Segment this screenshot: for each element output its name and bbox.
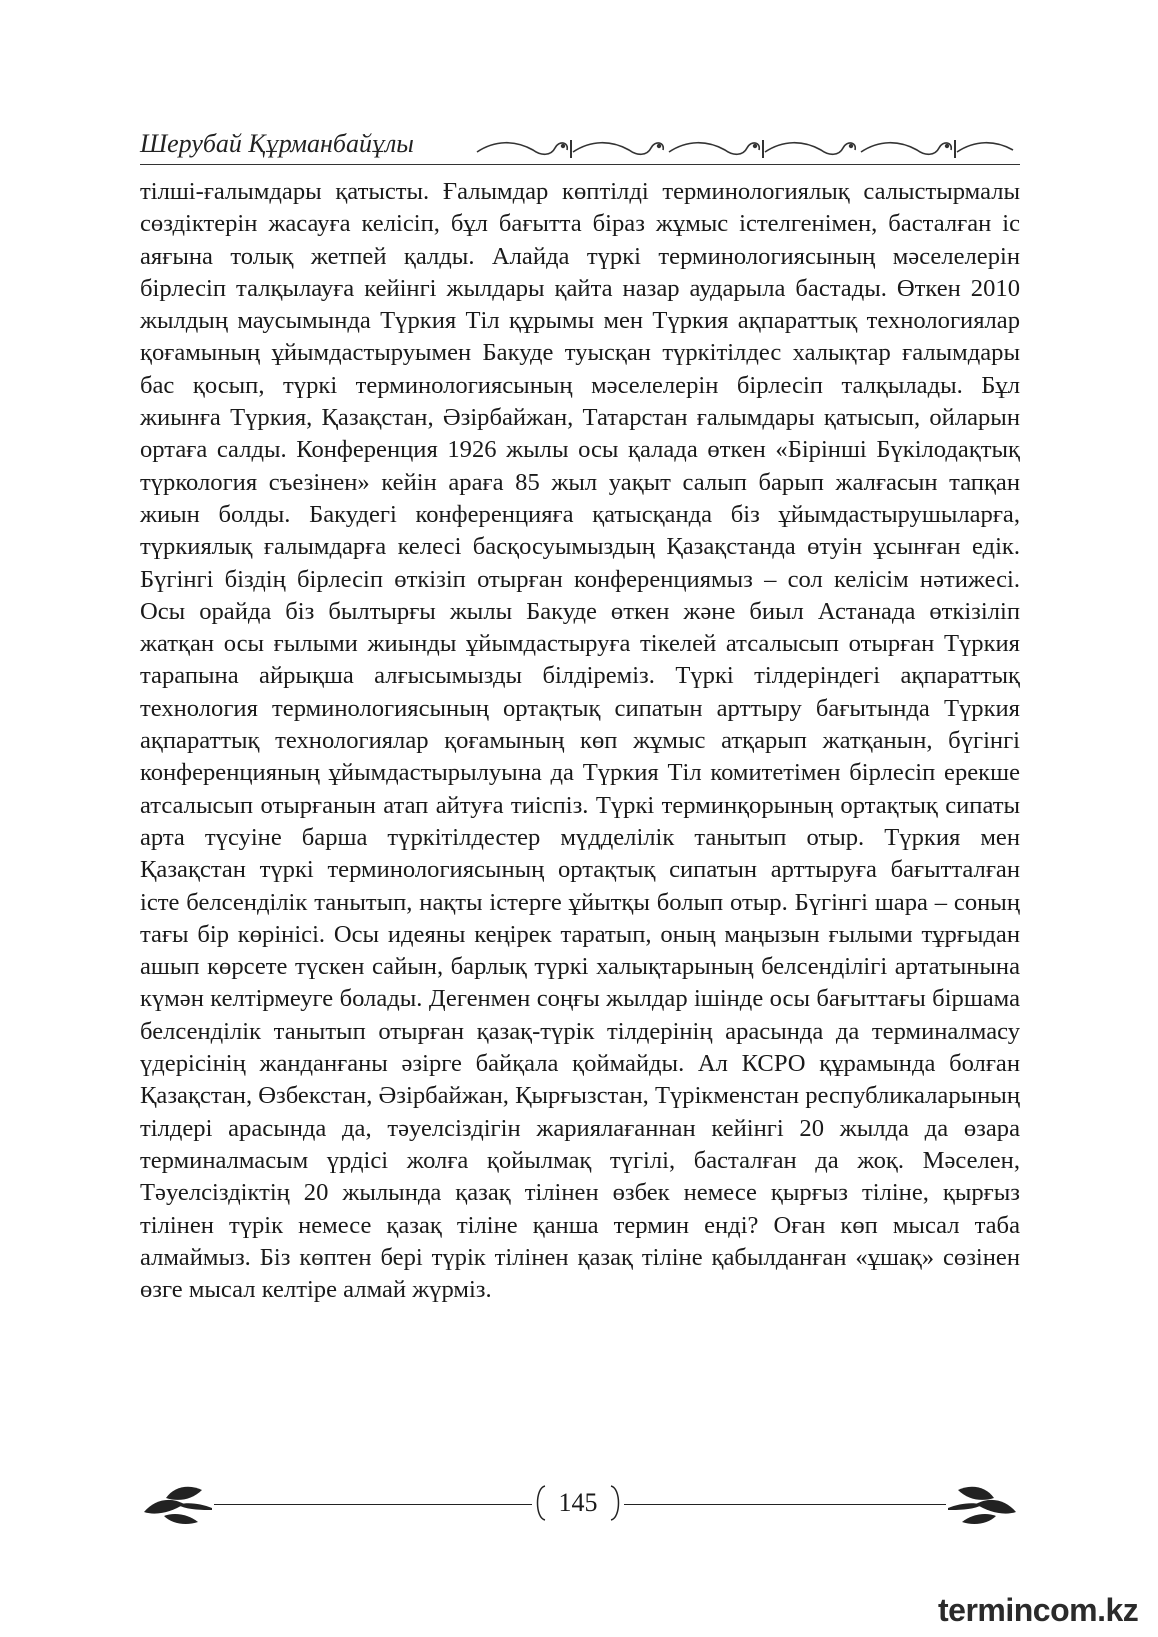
body-paragraph: тілші-ғалымдары қатысты. Ғалымдар көптілді терминологиялық салыстырмалы сөздіктерін жасауға келісіп, бұл бағытта біраз жұмыс істелгенімен, басталған іс аяғына толық жетпей қалды. Алайда түркі терминологиясының мәселелерін бірлесіп талқылауға кейінгі жылдары қайта назар аударыла бастады. Өткен 2010 жылдың маусымында Түркия Тіл құрымы мен Түркия ақпараттық технологиялар қоғамының ұйымдастыруымен Бакуде туысқан түркітілдес халықтар ғалымдары бас қосып, түркі терминологиясының мәселелерін бірлесіп талқылады. Бұл жиынға Түркия, Қазақстан, Әзірбайжан, Татарстан ғалымдары қатысып, ойларын ортаға салды. Конференция 1926 жылы осы қалада өткен «Бірінші Бүкілодақтық түркология съезінен» кейін араға 85 жыл уақыт салып барып жалғасын тапқан жиын болды. Бакудегі конференцияға қатысқанда біз ұйымдастырушыларға, түркиялық ғалымдарға келесі басқосуымыздың Қазақстанда өтуін ұсынған едік. Бүгінгі біздің бірлесіп өткізіп отырған конференциямыз – сол келісім нәтижесі. Осы орайда біз былтырғы жылы Бакуде өткен және биыл Астанада өткізіліп жатқан осы ғылыми жиынды ұйымдастыруға тікелей атсалысып отырған Түркия тарапына айрықша алғысымызды білдіреміз. Түркі тілдеріндегі ақпараттық технология терминологиясының ортақтық сипатын арттыру бағытында Түркия ақпараттық технологиялар қоғамының көп жұмыс атқарып жатқанын, бүгінгі конференцияның ұйымдастырылуына да Түркия Тіл комитетімен бірлесіп ерекше атсалысып отырғанын атап айтуға тиіспіз. Түркі терминқорының ортақтық сипаты арта түсуіне барша түркітілдестер мүдделілік танытып отыр. Түркия мен Қазақстан түркі терминологиясының ортақтық сипатын арттыруға бағытталған істе белсенділік танытып, нақты істерге ұйытқы болып отыр. Бүгінгі шара – соның тағы бір көрінісі. Осы идеяны кеңірек таратып, оның маңызын ғылыми тұрғыдан ашып көрсете түскен сайын, барлық түркі халықтарының белсенділігі артатынына күмән келтірмеуге болады. Дегенмен соңғы жылдар ішінде осы бағыттағы біршама белсенділік танытып отырған қазақ-түрік тілдерінің арасында да терминалмасу үдерісінің жанданғаны әзірге байқала қоймайды. Ал КСРО құрамында болған Қазақстан, Өзбекстан, Әзірбайжан, Қырғызстан, Түрікменстан республикаларының тілдері арасында да, тәуелсіздігін жариялағаннан кейінгі 20 жылда да өзара терминалмасым үрдісі жолға қойылмақ түгілі, басталған да жоқ. Мәселен, Тәуелсіздіктің 20 жылында қазақ тілінен өзбек немесе қырғыз тіліне, қырғыз тілінен түрік немесе қазақ тіліне қанша термин енді? Оған көп мысал таба алмаймыз. Біз көптен бері түрік тілінен қазақ тіліне қабылданған «ұшақ» сөзінен өзге мысал келтіре алмай жүрміз. [140, 178, 1020, 1304]
leaf-ornament-icon [946, 1482, 1020, 1526]
scroll-ornament-icon [475, 136, 1020, 162]
page-number-text: 145 [558, 1488, 598, 1517]
header-divider [140, 164, 1020, 165]
footer-line-right [624, 1504, 946, 1505]
page-footer [140, 1476, 1020, 1532]
running-header-author: Шерубай Құрманбайұлы [140, 129, 414, 158]
page-number [533, 1484, 623, 1522]
footer-line-left [214, 1504, 532, 1505]
site-watermark: termincom.kz [938, 1592, 1139, 1628]
running-header [140, 128, 1020, 168]
body-text [140, 176, 1020, 1306]
leaf-ornament-icon [140, 1482, 214, 1526]
